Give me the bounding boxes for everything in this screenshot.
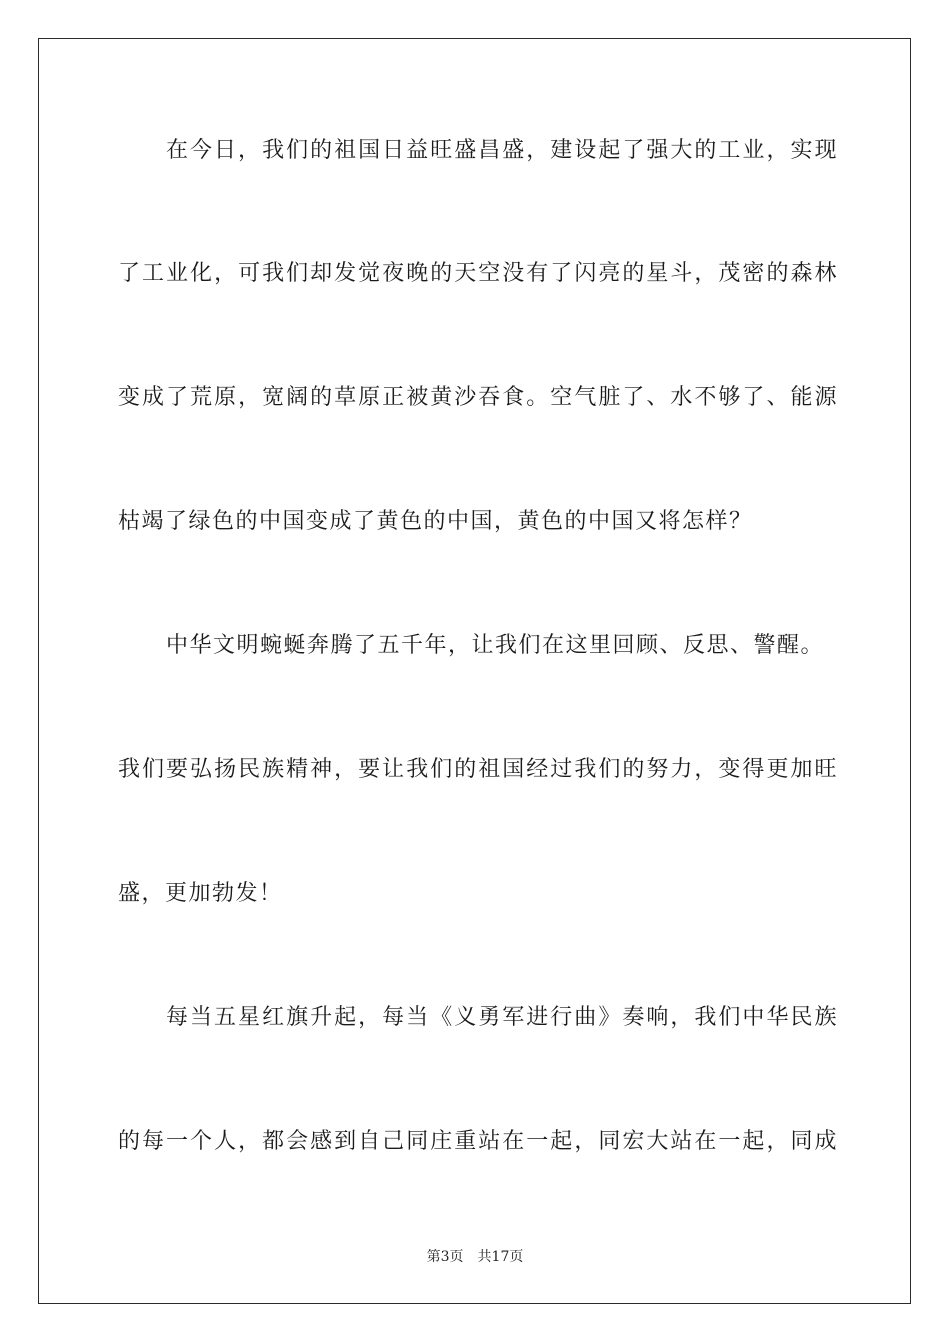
paragraph-3-line-2: 的每一个人，都会感到自己同庄重站在一起，同宏大站在一起，同成 bbox=[118, 1129, 838, 1154]
page-number: 第3页 bbox=[426, 1249, 464, 1265]
paragraph-2-line-3: 盛，更加勃发！ bbox=[118, 881, 283, 906]
page-frame bbox=[38, 38, 911, 1304]
paragraph-3-line-1: 每当五星红旗升起，每当《义勇军进行曲》奏响，我们中华民族 bbox=[166, 1005, 838, 1030]
paragraph-2-line-1: 中华文明蜿蜒奔腾了五千年，让我们在这里回顾、反思、警醒。 bbox=[166, 633, 825, 658]
page-footer bbox=[0, 1248, 950, 1266]
paragraph-1-line-2: 了工业化，可我们却发觉夜晚的天空没有了闪亮的星斗，茂密的森林 bbox=[118, 261, 838, 286]
paragraph-1-line-3: 变成了荒原，宽阔的草原正被黄沙吞食。空气脏了、水不够了、能源 bbox=[118, 385, 838, 410]
paragraph-1-line-4: 枯竭了绿色的中国变成了黄色的中国，黄色的中国又将怎样？ bbox=[118, 509, 753, 534]
page-total: 共17页 bbox=[477, 1249, 524, 1265]
paragraph-2-line-2: 我们要弘扬民族精神，要让我们的祖国经过我们的努力，变得更加旺 bbox=[118, 757, 838, 782]
paragraph-1-line-1: 在今日，我们的祖国日益旺盛昌盛，建设起了强大的工业，实现 bbox=[166, 138, 838, 163]
